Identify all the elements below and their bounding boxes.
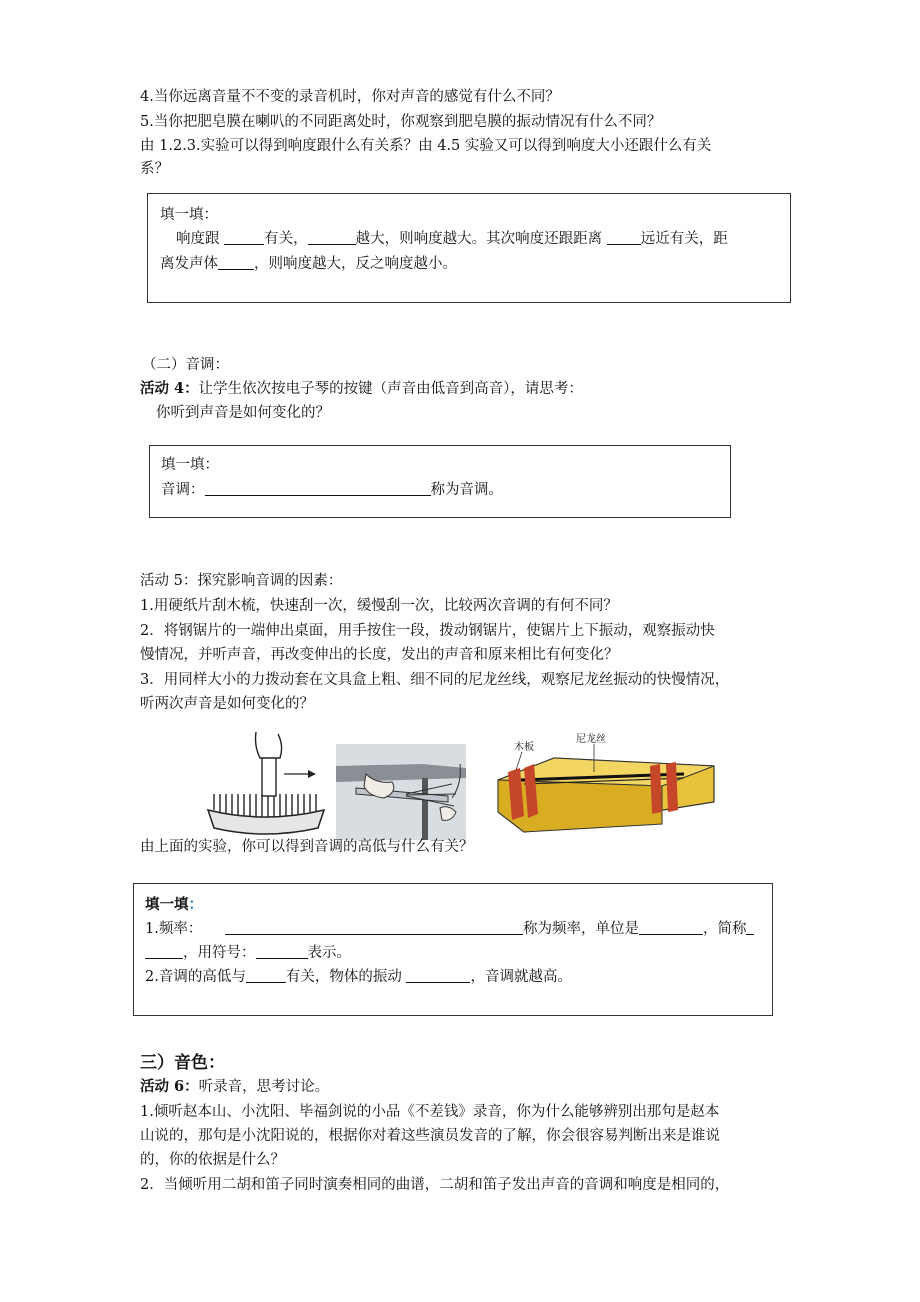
blank[interactable] <box>145 942 183 959</box>
fill-in-box-loudness <box>147 193 791 303</box>
box3-line-3: 2.音调的高低与 有关，物体的振动 ，音调就越高。 <box>145 966 572 988</box>
activity-6-item-2-line-1: 2．当倾听用二胡和笛子同时演奏相同的曲谱，二胡和笛子发出声音的音调和响度是相同的， <box>140 1177 730 1193</box>
box3-line-1: 1.频率： 称为频率，单位是 ，简称 <box>145 918 754 940</box>
box1-line-2: 离发声体 ，则响度越大，反之响度越小。 <box>160 253 457 275</box>
box-title: 填一填： <box>160 207 218 223</box>
experiment-figures <box>200 728 720 840</box>
comb-scraping-figure <box>200 728 330 840</box>
activity-6-item-1-line-3: 的，你的依据是什么？ <box>140 1152 285 1168</box>
conclusion-question: 由上面的实验，你可以得到音调的高低与什么有关？ <box>140 839 474 855</box>
blank[interactable] <box>224 228 264 245</box>
blank[interactable] <box>225 918 523 935</box>
blank[interactable] <box>406 966 470 983</box>
box3-line-2: ，用符号： 表示。 <box>145 942 351 964</box>
nylon-string-box-figure <box>494 728 720 840</box>
summary-line-2: 系？ <box>140 161 169 177</box>
question-5: 5.当你把肥皂膜在喇叭的不同距离处时，你观察到肥皂膜的振动情况有什么不同？ <box>140 114 662 130</box>
box2-line-1: 音调： 称为音调。 <box>161 479 503 501</box>
box-title: 填一填： <box>145 896 203 913</box>
blank[interactable] <box>205 479 431 496</box>
question-4: 4.当你远离音量不不变的录音机时，你对声音的感觉有什么不同？ <box>140 89 560 105</box>
section-2-heading: （二）音调： <box>142 357 229 373</box>
activity-4-question: 你听到声音是如何变化的？ <box>156 405 330 421</box>
section-3-heading: 三）音色： <box>140 1053 225 1073</box>
blank[interactable] <box>218 253 254 270</box>
summary-line-1: 由 1.2.3.实验可以得到响度跟什么有关系？由 4.5 实验又可以得到响度大小还跟什么有关 <box>140 138 712 154</box>
activity-5-item-3-line-2: 听两次声音是如何变化的？ <box>140 696 314 712</box>
blank[interactable] <box>308 228 356 245</box>
label-board: 木板 <box>514 742 534 753</box>
blank[interactable] <box>256 942 308 959</box>
activity-6: 活动 6：听录音，思考讨论。 <box>140 1078 330 1095</box>
label-nylon: 尼龙丝 <box>576 734 606 745</box>
box-title: 填一填： <box>161 457 219 473</box>
box1-line-1: 响度跟 有关， 越大，则响度越大。其次响度还跟距离 远近有关，距 <box>176 228 728 250</box>
fill-in-box-frequency <box>133 883 773 1016</box>
activity-5-item-1: 1.用硬纸片刮木梳，快速刮一次，缓慢刮一次，比较两次音调的有何不同？ <box>140 598 618 614</box>
activity-4: 活动 4：让学生依次按电子琴的按键（声音由低音到高音），请思考： <box>140 380 583 397</box>
fill-in-box-pitch <box>149 445 731 518</box>
activity-5-title: 活动 5：探究影响音调的因素： <box>140 573 343 589</box>
saw-blade-figure <box>336 744 466 840</box>
activity-6-item-1-line-2: 山说的，那句是小沈阳说的，根据你对着这些演员发音的了解，你会很容易判断出来是谁说 <box>140 1128 720 1144</box>
blank[interactable] <box>746 918 754 935</box>
activity-6-item-1-line-1: 1.倾听赵本山、小沈阳、毕福剑说的小品《不差钱》录音，你为什么能够辨别出那句是赵本 <box>140 1104 720 1120</box>
blank[interactable] <box>607 228 641 245</box>
blank[interactable] <box>639 918 703 935</box>
blank[interactable] <box>246 966 286 983</box>
activity-5-item-2-line-1: 2．将钢锯片的一端伸出桌面，用手按住一段，拨动钢锯片，使锯片上下振动，观察振动快 <box>140 623 715 639</box>
activity-5-item-2-line-2: 慢情况，并听声音，再改变伸出的长度，发出的声音和原来相比有何变化？ <box>140 647 619 663</box>
activity-5-item-3-line-1: 3．用同样大小的力拨动套在文具盒上粗、细不同的尼龙丝线，观察尼龙丝振动的快慢情况， <box>140 672 730 688</box>
